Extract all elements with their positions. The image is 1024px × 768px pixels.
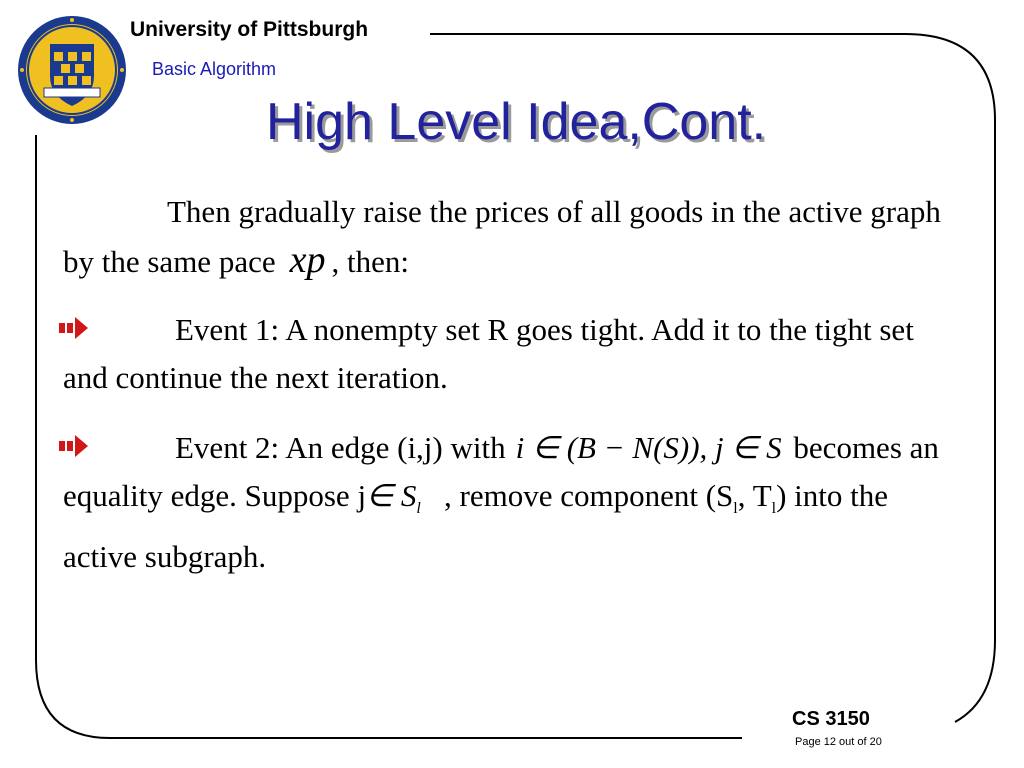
paragraph-intro: [63, 188, 963, 286]
math-edge-condition: i ∈ (B − N(S)), j ∈ S: [515, 430, 782, 465]
university-name: University of Pittsburgh: [130, 18, 369, 41]
event-2-sub1: l: [733, 500, 738, 518]
page-number: Page 12 out of 20: [795, 736, 882, 748]
event-2-sub2: l: [771, 500, 777, 518]
event-2-tail3: ) into the active subgraph.: [63, 478, 889, 575]
math-membership: ∈ S: [366, 478, 417, 513]
university-seal-icon: [16, 14, 128, 126]
event-2: [63, 424, 963, 581]
event-1: [63, 306, 963, 402]
event-2-tail2: , T: [737, 478, 772, 513]
course-code: CS 3150: [792, 708, 870, 730]
math-membership-sub: l: [416, 500, 421, 518]
event-2-lead: Event 2: An edge (i,j) with: [175, 430, 506, 465]
paragraph-intro-text: Then gradually raise the prices of all goods in the active graph by the same pace: [63, 194, 941, 279]
event-2-tail: , remove component (S: [444, 478, 734, 513]
event-1-text: Event 1: A nonempty set R goes tight. Add it to the tight set and continue the next iteration.: [63, 312, 914, 395]
math-xp: xp: [289, 239, 326, 281]
paragraph-intro-tail: , then:: [331, 244, 409, 279]
section-title: Basic Algorithm: [152, 59, 277, 79]
event-2-mid: becomes an equality edge. Suppose j: [63, 430, 939, 513]
slide-title: High Level Idea,Cont.: [266, 93, 767, 151]
